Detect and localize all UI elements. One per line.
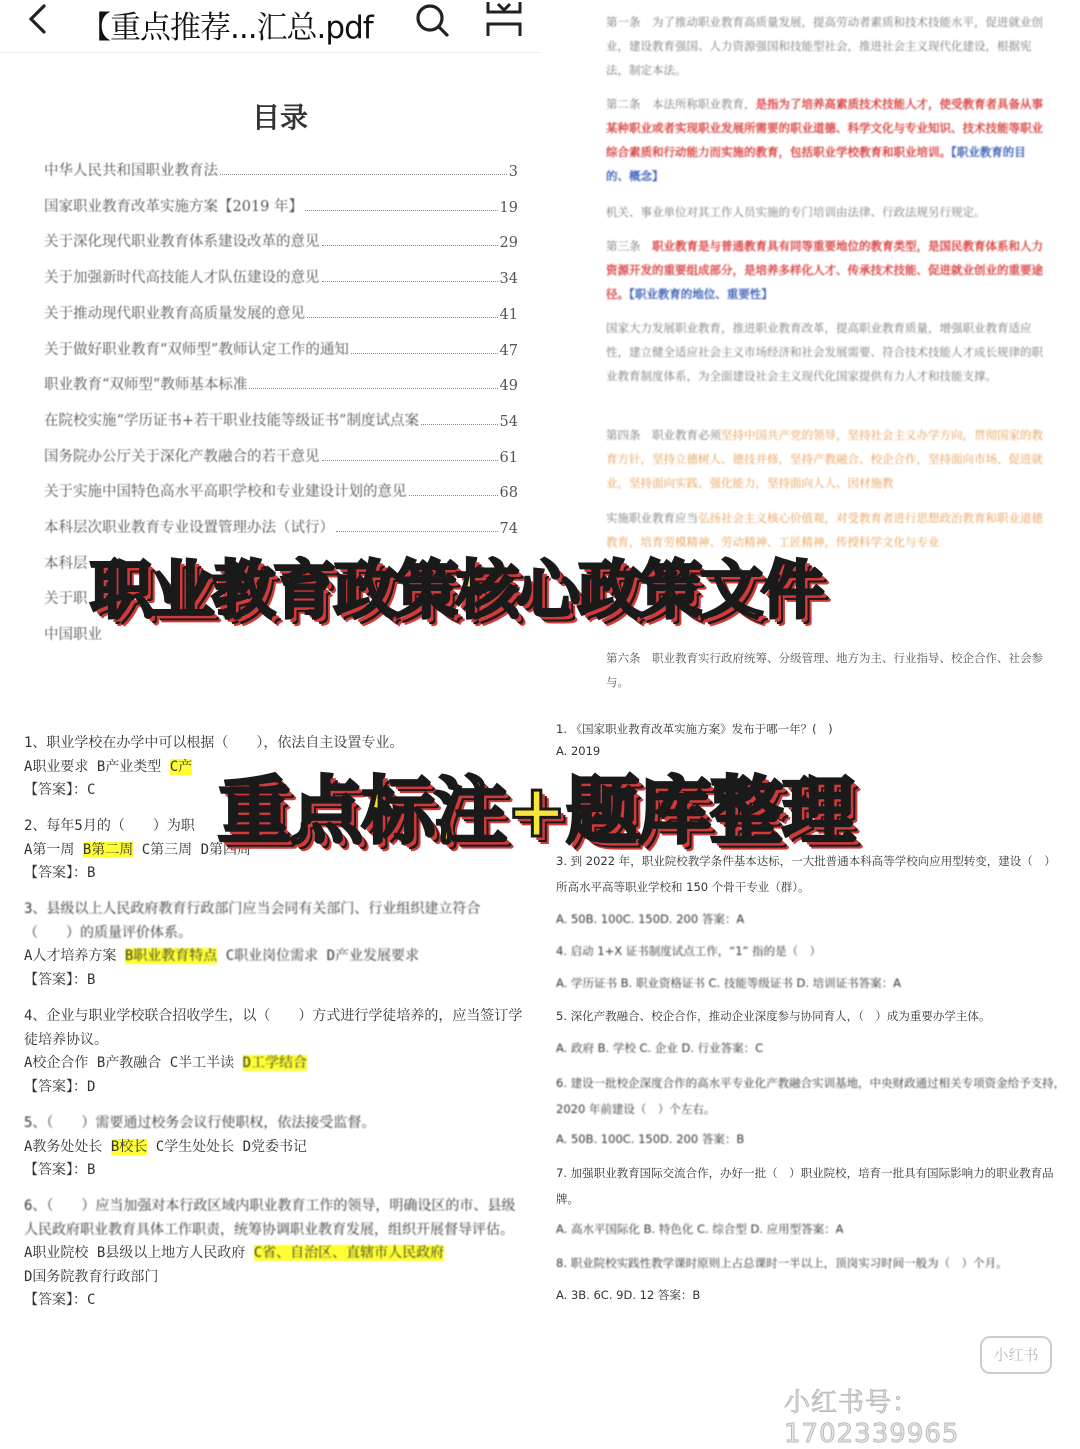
toc-item-page: 41 [499,306,518,323]
toc-item-title: 本科层 [44,555,88,572]
option-highlight: B职业教育特点 [124,948,218,964]
answer-text: A. 2019 [556,744,601,758]
toc-item[interactable] [44,229,518,251]
question-block [556,1252,1066,1306]
option-text: A职业要求 B产业类型 [24,758,170,775]
question-text: 6、（ ）应当加强对本行政区域内职业教育工作的领导，明确设区的市、县级人民政府职业教育具体工作职责，统筹协调职业教育发展，组织开展督导评估。 [24,1198,516,1238]
option-highlight: B第二周 [82,841,134,858]
option-text: A教务处处长 [24,1138,111,1155]
article-paragraph [606,234,1046,306]
toc-item[interactable] [44,372,518,394]
toc-item[interactable] [44,479,518,501]
toc-item-title: 关于做好职业教育“双师型”教师认定工作的通知 [44,341,349,358]
option-text: C学生处处长 D党委书记 [147,1138,308,1155]
question-text: 7. 加强职业教育国际交流合作，办好一批（ ）职业院校，培育一批具有国际影响力的职业教育品牌。 [556,1166,1054,1206]
article-paragraph [606,200,1046,224]
article-tag-blue: 【职业教育的目的、概念】 [606,145,1026,183]
toc-item[interactable] [44,158,518,180]
article-text: 第六条 职业教育实行政府统筹、分级管理、地方为主、行业指导、校企合作、社会参与。 [606,651,1043,689]
question-block [556,1005,1066,1059]
toc-leader-dots [322,460,498,461]
toc-item[interactable] [44,515,518,537]
toc-item-page: 54 [499,413,518,430]
article-text: 第一条 为了推动职业教育高质量发展，提高劳动者素质和技术技能水平，促进就业创业，建设教育强国、人力资源强国和技能型社会，推进社会主义现代化建设，根据宪法，制定本法。 [606,15,1043,77]
article-text: 机关、事业单位对其工作人员实施的专门培训由法律、行政法规另行规定。 [606,205,986,219]
article-paragraph [606,316,1046,388]
expand-icon [484,0,524,38]
question-text: 2、每年5月的（ ）为职 [24,818,195,834]
option-text: A人才培养方案 [24,948,125,964]
option-text: C职业岗位需求 D产业发展要求 [217,948,420,964]
toc-item-page: 74 [499,521,518,537]
toc-item-page: 19 [499,199,518,216]
answer-text: 【答案】：B [24,971,96,988]
chevron-left-icon [22,2,58,38]
article-highlight-orange: 弘扬社会主义核心价值观，对受教育者进行思想政治教育和职业道德教育，培育劳模精神、劳动精神、工匠精神，传授科学文化与专业 [606,511,1043,549]
article-text: 第三条 [606,239,652,253]
article-text: 第四条 职业教育必须 [606,428,721,442]
toc-leader-dots [409,495,498,496]
question-text: 4. 启动 1+X 证书制度试点工作，“1” 指的是（ ） [556,944,822,958]
toc-title: 目录 [252,101,309,134]
toc-leader-dots [421,424,498,425]
toc-item-title: 关于实施中国特色高水平高职学校和专业建设计划的意见 [44,484,407,501]
option-highlight: D工学结合 [242,1055,308,1071]
question-text: 1. 《国家职业教育改革实施方案》发布于哪一年？( ) [556,722,833,736]
document-title: 【重点推荐...汇总.pdf [80,10,373,46]
toc-leader-dots [307,317,498,318]
search-button[interactable] [412,2,452,38]
question-text: 5. 深化产教融合、校企合作，推动企业深度参与协同育人，（ ）成为重要办学主体。 [556,1009,991,1023]
option-highlight: C省、自治区、直辖市人民政府 [253,1245,445,1261]
toc-item-title: 关于职 [44,591,88,608]
question-text: 4、企业与职业学校联合招收学生，以（ ）方式进行学徒培养的，应当签订学徒培养协议。 [24,1008,523,1048]
article-highlight-orange: 坚持中国共产党的领导，坚持社会主义办学方向，贯彻国家的教育方针，坚持立德树人、德技并修，坚持产教融合、校企合作，坚持面向市场、促进就业，坚持面向实践、强化能力，坚持面向人人、因材施教 [606,428,1043,490]
question-options [24,945,524,969]
back-button[interactable] [22,2,58,38]
toc-item[interactable] [44,408,518,430]
article-paragraph [606,10,1046,82]
toc-item[interactable] [44,265,518,287]
question-text: 3. 到 2022 年，职业院校教学条件基本达标，一大批普通本科高等学校向应用型转变，建设（ ）所高水平高等职业学校和 150 个骨干专业（群）。 [556,854,1056,894]
toc-item-title: 国务院办公厅关于深化产教融合的若干意见 [44,448,320,465]
toc-item-page: 47 [499,342,518,359]
watermark-id: 小红书号：1702339965 [784,1388,960,1449]
question-text: 8. 职业院校实践性教学课时原则上占总课时一半以上，顶岗实习时间一般为（ ）个月。 [556,1256,1008,1270]
question-block [24,1195,524,1313]
option-text: C第三周 D第四周 [133,841,252,858]
question-options [24,1136,524,1160]
answer-text: A. 3B. 6C. 9D. 12 答案：B [556,1288,701,1302]
toc-item-title: 国家职业教育改革实施方案【2019 年】 [44,198,304,215]
toc-item[interactable] [44,301,518,323]
question-block [24,898,524,992]
toc-item[interactable] [44,444,518,466]
toc-item-page: 29 [499,235,518,252]
option-text: A第一周 [24,841,83,858]
search-icon [412,2,452,38]
question-block [556,940,1066,994]
answer-text: A. 50B. 100C. 150D. 200 答案：A [556,912,745,926]
article-paragraph [606,92,1046,188]
option-text: D国务院教育行政部门 [24,1268,159,1285]
option-highlight: B校长 [110,1138,148,1155]
toc-leader-dots [351,353,498,354]
banner-headline: 职业教育政策核心政策文件 [90,554,822,627]
option-text: A职业院校 B县级以上地方人民政府 [24,1245,254,1261]
watermark-logo: 小红书 [980,1336,1052,1374]
answer-text: A. 50B. 100C. 150D. 200 答案：B [556,1132,745,1146]
banner-subheadline: 重点标注+题库整理 [218,769,855,854]
answer-text: 【答案】：D [24,1078,96,1095]
answer-text: A. 高水平国际化 B. 特色化 C. 综合型 D. 应用型答案：A [556,1222,844,1236]
answer-text: A. 政府 B. 学校 C. 企业 D. 行业答案：C [556,1041,764,1055]
article-highlight-red: 职业教育是与普通教育具有同等重要地位的教育类型，是国民教育体系和人力资源开发的重要组成部分，是培养多样化人才、传承技术技能、促进就业创业的重要途径。 [606,239,1043,301]
question-options [24,1242,524,1266]
toc-item-title: 中国职业 [44,627,102,644]
toc-item-page: 49 [499,378,518,395]
toc-item[interactable] [44,194,518,216]
article-highlight-red: 是指为了培养高素质技术技能人才，使受教育者具备从事某种职业或者实现职业发展所需要的职业道德、科学文化与专业知识、技术技能等职业综合素质和行动能力而实施的教育，包括职业学校教育和职业培训。 [606,97,1043,159]
question-block [556,1070,1066,1150]
toc-leader-dots [336,531,498,532]
article-text: 实施职业教育应当 [606,511,698,525]
question-block [556,1160,1066,1240]
expand-button[interactable] [484,0,524,38]
toc-leader-dots [322,245,498,246]
article-paragraph [606,646,1046,694]
question-block [24,1005,524,1099]
toc-item-page: 34 [499,271,518,288]
answer-text: A. 学历证书 B. 职业资格证书 C. 技能等级证书 D. 培训证书答案：A [556,976,902,990]
answer-text: 【答案】：B [24,865,96,881]
question-text: 6. 建设一批校企深度合作的高水平专业化产教融合实训基地，中央财政通过相关专项资金给予支持，2020 年前建设（ ）个左右。 [556,1076,1066,1116]
toc-leader-dots [249,388,497,389]
article-paragraph [606,423,1046,495]
toc-item-title: 职业教育“双师型”教师基本标准 [44,377,248,394]
toc-item-title: 在院校实施“学历证书+若干职业技能等级证书”制度试点案 [44,412,419,429]
option-text: A校企合作 B产教融合 C半工半读 [24,1055,243,1071]
toc-item-page: 61 [499,449,518,466]
question-block [556,848,1066,930]
toc-item-page: 3 [508,164,518,180]
toc-item-title: 关于加强新时代高技能人才队伍建设的意见 [44,270,320,287]
option-highlight: C产 [169,758,193,775]
toc-item-title: 中华人民共和国职业教育法 [44,163,218,179]
answer-text: 【答案】：B [24,1162,96,1178]
toc-leader-dots [322,281,498,282]
article-tag-blue: 【职业教育的地位、重要性】 [629,287,773,301]
question-text: 3、县级以上人民政府教育行政部门应当会同有关部门、行业组织建立符合（ ）的质量评价体系。 [24,901,481,941]
answer-text: 【答案】：C [24,1292,96,1308]
article-text: 国家大力发展职业教育，推进职业教育改革，提高职业教育质量，增强职业教育适应性，建立健全适应社会主义市场经济和社会发展需要、符合技术技能人才成长规律的职业教育制度体系，为全面建设社会主义现代化国家提供有力人才和技能支撑。 [606,321,1043,383]
toc-item-page: 68 [499,485,518,502]
toc-item-title: 关于深化现代职业教育体系建设改革的意见 [44,234,320,251]
question-options [24,1052,524,1076]
question-block [24,1112,524,1183]
question-text: 1、职业学校在办学中可以根据（ ），依法自主设置专业。 [24,735,404,751]
toc-item[interactable] [44,337,518,359]
question-text: 5、（ ）需要通过校务会议行使职权，依法接受监督。 [24,1115,376,1131]
toc-item-title: 本科层次职业教育专业设置管理办法（试行） [44,520,334,536]
toc-leader-dots [220,174,507,175]
answer-text: 【答案】：C [24,782,96,798]
toc-item-title: 关于推动现代职业教育高质量发展的意见 [44,305,305,322]
article-text: 第二条 本法所称职业教育， [606,97,756,111]
toc-leader-dots [305,210,498,211]
